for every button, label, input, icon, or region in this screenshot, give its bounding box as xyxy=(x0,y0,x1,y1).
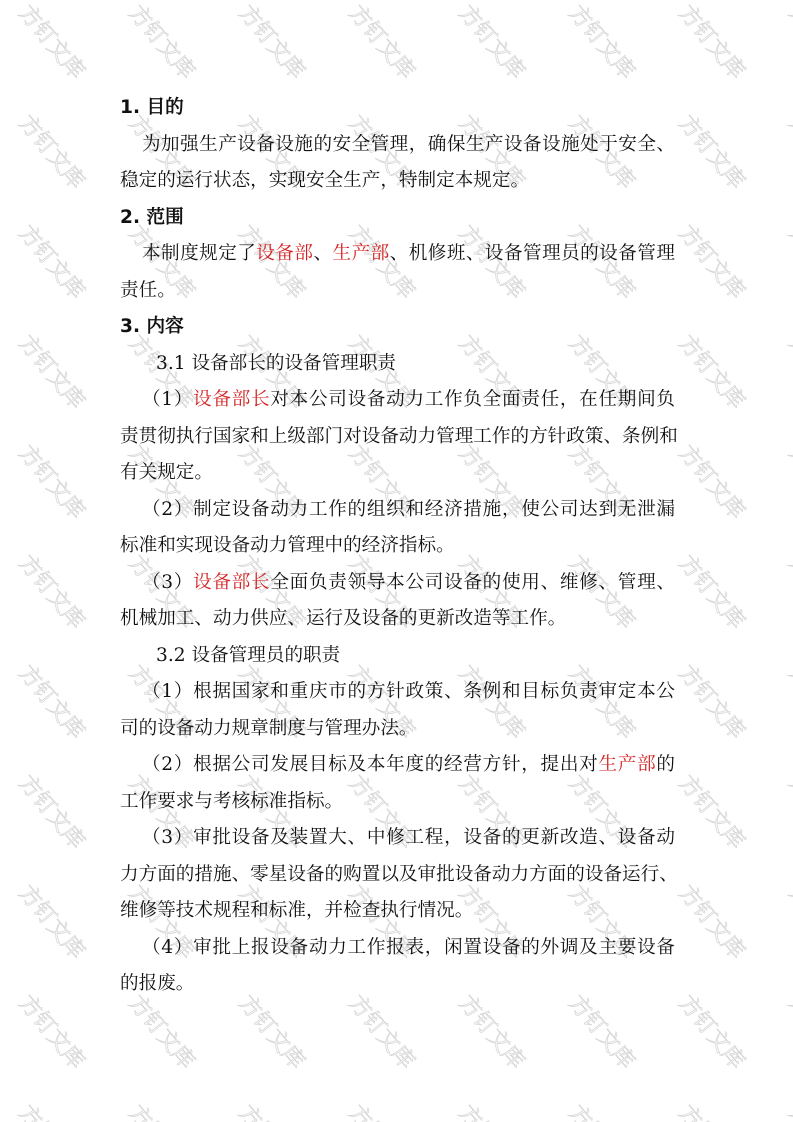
text-run: 、机修班、设备管理员的设备管理 xyxy=(389,243,675,264)
text-run: 的 xyxy=(656,754,675,775)
highlighted-term: 设备部长 xyxy=(193,571,271,593)
text-line xyxy=(120,127,675,164)
text-line xyxy=(120,857,678,894)
text-run: 力方面的措施、零星设备的购置以及审批设备动力方面的设备运行、 xyxy=(120,863,678,885)
paragraph xyxy=(120,346,675,383)
text-run: 3. 内容 xyxy=(120,316,184,337)
text-run: （1）根据国家和重庆市的方针政策、条例和目标负责审定本公 xyxy=(142,681,675,702)
paragraph xyxy=(120,674,675,747)
text-run: 为加强生产设备设施的安全管理，确保生产设备设施处于安全、 xyxy=(142,133,675,155)
text-line xyxy=(120,747,675,784)
text-run: 司的设备动力规章制度与管理办法。 xyxy=(120,717,418,739)
document-body xyxy=(120,90,678,1003)
paragraph xyxy=(120,747,675,820)
text-run: 2. 范围 xyxy=(120,206,184,228)
text-run: 机械加工、动力供应、运行及设备的更新改造等工作。 xyxy=(120,608,567,629)
paragraph xyxy=(120,382,678,492)
paragraph xyxy=(120,820,678,930)
section-heading xyxy=(120,309,675,346)
text-run: 3.2 设备管理员的职责 xyxy=(156,644,341,666)
section-heading xyxy=(120,200,675,237)
text-run: 、 xyxy=(313,243,333,264)
paragraph xyxy=(120,492,675,565)
text-run: 稳定的运行状态，实现安全生产，特制定本规定。 xyxy=(120,170,530,191)
text-run: （4）审批上报设备动力工作报表，闲置设备的外调及主要设备 xyxy=(142,936,675,958)
highlighted-term: 设备部 xyxy=(256,243,314,264)
paragraph xyxy=(120,127,675,200)
text-run: 3.1 设备部长的设备管理职责 xyxy=(156,352,397,374)
text-run: 工作要求与考核标准指标。 xyxy=(120,790,344,812)
text-line xyxy=(120,382,675,419)
text-line xyxy=(120,492,675,529)
text-run: （2）制定设备动力工作的组织和经济措施，使公司达到无泄漏 xyxy=(142,498,675,520)
text-line xyxy=(120,346,675,383)
text-run: 维修等技术规程和标准，并检查执行情况。 xyxy=(120,900,474,921)
text-run: 对本公司设备动力工作负全面责任，在任期间负 xyxy=(270,389,675,410)
text-run: （2）根据公司发展目标及本年度的经营方针，提出对 xyxy=(142,754,599,775)
paragraph xyxy=(120,638,675,675)
highlighted-term: 生产部 xyxy=(598,754,657,775)
text-line xyxy=(120,200,675,237)
text-line xyxy=(120,674,675,711)
text-line xyxy=(120,601,675,638)
text-line xyxy=(120,784,675,821)
text-line xyxy=(120,820,675,857)
text-line xyxy=(120,711,675,748)
text-line xyxy=(120,90,675,127)
text-run: 标准和实现设备动力管理中的经济指标。 xyxy=(120,535,455,556)
highlighted-term: 设备部长 xyxy=(193,389,271,410)
text-line xyxy=(120,966,675,1003)
paragraph xyxy=(120,930,675,1003)
text-run: 本制度规定了 xyxy=(142,243,257,264)
text-line xyxy=(120,893,675,930)
text-line xyxy=(120,236,675,273)
text-line xyxy=(120,565,675,602)
section-heading xyxy=(120,90,675,127)
text-run: 责任。 xyxy=(120,279,176,301)
text-line xyxy=(120,528,675,565)
text-run: 1. 目的 xyxy=(120,97,184,118)
text-line xyxy=(120,273,675,310)
text-line xyxy=(120,419,678,456)
text-line xyxy=(120,309,675,346)
text-run: 的报废。 xyxy=(120,973,195,994)
text-run: （1） xyxy=(142,389,194,410)
text-line xyxy=(120,455,675,492)
text-run: 全面负责领导本公司设备的使用、维修、管理、 xyxy=(270,571,675,593)
text-line xyxy=(120,930,675,967)
text-run: （3）审批设备及装置大、中修工程，设备的更新改造、设备动 xyxy=(142,827,675,848)
text-run: 有关规定。 xyxy=(120,462,213,483)
text-run: 责贯彻执行国家和上级部门对设备动力管理工作的方针政策、条例和 xyxy=(120,425,678,447)
text-line xyxy=(120,638,675,675)
paragraph xyxy=(120,565,675,638)
text-run: （3） xyxy=(142,571,194,593)
text-line xyxy=(120,163,675,200)
highlighted-term: 生产部 xyxy=(332,243,390,264)
paragraph xyxy=(120,236,675,309)
